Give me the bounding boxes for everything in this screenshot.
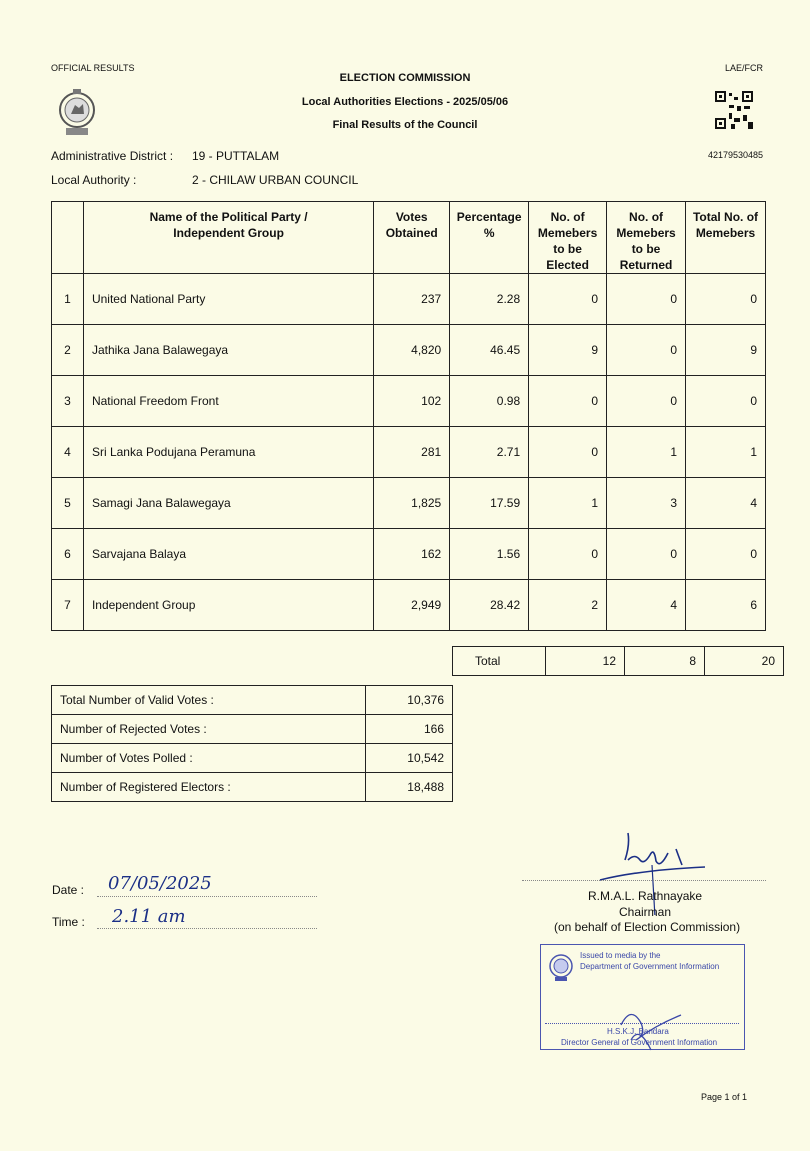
stamp-line-1: Issued to media by the — [580, 951, 661, 960]
table-row — [52, 274, 766, 325]
table-row — [52, 427, 766, 478]
col-header-elected: No. of Memebers to be Elected — [529, 202, 607, 274]
signature-line — [522, 880, 766, 881]
authority-label: Local Authority : — [51, 173, 137, 187]
percentage-cell: 0.98 — [450, 376, 529, 427]
signatory-note: (on behalf of Election Commission) — [554, 920, 741, 934]
total-cell: 9 — [686, 325, 766, 376]
stats-value: 10,542 — [366, 744, 453, 773]
percentage-cell: 2.71 — [450, 427, 529, 478]
stats-value: 166 — [366, 715, 453, 744]
table-row — [52, 478, 766, 529]
time-label: Time : — [52, 915, 85, 929]
row-index: 5 — [52, 478, 84, 529]
party-name: Samagi Jana Balawegaya — [83, 478, 373, 529]
totals-table — [452, 646, 784, 676]
col-header-votes: Votes Obtained — [374, 202, 450, 274]
date-value: 07/05/2025 — [108, 873, 212, 894]
vote-stats-table — [51, 685, 453, 802]
total-cell: 0 — [686, 376, 766, 427]
elected-cell: 1 — [529, 478, 607, 529]
stamp-signature — [611, 995, 691, 1055]
table-row — [52, 376, 766, 427]
elected-cell: 0 — [529, 274, 607, 325]
authority-value: 2 - CHILAW URBAN COUNCIL — [192, 173, 359, 187]
returned-cell: 0 — [607, 274, 686, 325]
total-cell: 6 — [686, 580, 766, 631]
totals-elected: 12 — [546, 647, 625, 676]
date-label: Date : — [52, 883, 85, 897]
votes-cell: 2,949 — [374, 580, 450, 631]
party-name: National Freedom Front — [83, 376, 373, 427]
row-index: 2 — [52, 325, 84, 376]
total-cell: 0 — [686, 274, 766, 325]
district-label: Administrative District : — [51, 149, 174, 163]
total-cell: 1 — [686, 427, 766, 478]
party-name: Sarvajana Balaya — [83, 529, 373, 580]
page-subtitle-2: Final Results of the Council — [332, 119, 478, 131]
totals-row — [453, 647, 784, 676]
votes-cell: 4,820 — [374, 325, 450, 376]
elected-cell: 0 — [529, 427, 607, 478]
row-index: 1 — [52, 274, 84, 325]
col-header-returned: No. of Memebers to be Returned — [607, 202, 686, 274]
party-name: Independent Group — [83, 580, 373, 631]
qr-code-icon — [715, 91, 753, 129]
party-name: United National Party — [83, 274, 373, 325]
percentage-cell: 1.56 — [450, 529, 529, 580]
returned-cell: 4 — [607, 580, 686, 631]
percentage-cell: 46.45 — [450, 325, 529, 376]
stats-value: 18,488 — [366, 773, 453, 802]
votes-cell: 162 — [374, 529, 450, 580]
stats-row — [52, 715, 453, 744]
official-results-label: OFFICIAL RESULTS — [51, 63, 135, 73]
row-index: 3 — [52, 376, 84, 427]
table-row — [52, 580, 766, 631]
national-emblem-icon — [57, 86, 97, 138]
total-cell: 4 — [686, 478, 766, 529]
page-subtitle: Local Authorities Elections - 2025/05/06 — [301, 96, 509, 108]
returned-cell: 0 — [607, 325, 686, 376]
date-line — [97, 896, 317, 897]
document-number: 42179530485 — [707, 150, 763, 160]
table-header-row — [52, 202, 766, 274]
results-table — [51, 201, 766, 631]
elected-cell: 0 — [529, 376, 607, 427]
stats-value: 10,376 — [366, 686, 453, 715]
table-row — [52, 325, 766, 376]
row-index: 4 — [52, 427, 84, 478]
time-line — [97, 928, 317, 929]
party-name: Jathika Jana Balawegaya — [83, 325, 373, 376]
stats-row — [52, 773, 453, 802]
col-header-party: Name of the Political Party / Independent Group — [83, 202, 373, 274]
stamp-title: Director General of Government Information — [561, 1038, 718, 1047]
row-index: 6 — [52, 529, 84, 580]
percentage-cell: 2.28 — [450, 274, 529, 325]
stats-label: Number of Registered Electors : — [52, 773, 366, 802]
stamp-line-2: Department of Government Information — [580, 962, 720, 971]
stamp-name: H.S.K.J. Bandara — [607, 1027, 669, 1036]
votes-cell: 281 — [374, 427, 450, 478]
time-value: 2.11 am — [112, 906, 186, 927]
stats-row — [52, 744, 453, 773]
total-cell: 0 — [686, 529, 766, 580]
totals-label: Total — [453, 647, 546, 676]
elected-cell: 2 — [529, 580, 607, 631]
party-name: Sri Lanka Podujana Peramuna — [83, 427, 373, 478]
page-title: ELECTION COMMISSION — [339, 72, 471, 84]
col-header-index — [52, 202, 84, 274]
stats-row — [52, 686, 453, 715]
returned-cell: 1 — [607, 427, 686, 478]
returned-cell: 0 — [607, 376, 686, 427]
stats-label: Number of Votes Polled : — [52, 744, 366, 773]
page-number: Page 1 of 1 — [701, 1092, 748, 1102]
returned-cell: 0 — [607, 529, 686, 580]
returned-cell: 3 — [607, 478, 686, 529]
stats-label: Total Number of Valid Votes : — [52, 686, 366, 715]
col-header-percentage: Percentage % — [450, 202, 529, 274]
elected-cell: 0 — [529, 529, 607, 580]
district-value: 19 - PUTTALAM — [192, 149, 280, 163]
votes-cell: 1,825 — [374, 478, 450, 529]
stamp-emblem-icon — [548, 952, 574, 982]
votes-cell: 237 — [374, 274, 450, 325]
percentage-cell: 17.59 — [450, 478, 529, 529]
row-index: 7 — [52, 580, 84, 631]
elected-cell: 9 — [529, 325, 607, 376]
col-header-total: Total No. of Memebers — [686, 202, 766, 274]
media-issue-stamp — [540, 944, 745, 1050]
signatory-title: Chairman — [619, 905, 672, 919]
ref-code: LAE/FCR — [724, 63, 763, 73]
table-row — [52, 529, 766, 580]
totals-members: 20 — [705, 647, 784, 676]
votes-cell: 102 — [374, 376, 450, 427]
signatory-name: R.M.A.L. Rathnayake — [588, 889, 703, 903]
stats-label: Number of Rejected Votes : — [52, 715, 366, 744]
percentage-cell: 28.42 — [450, 580, 529, 631]
totals-returned: 8 — [625, 647, 705, 676]
